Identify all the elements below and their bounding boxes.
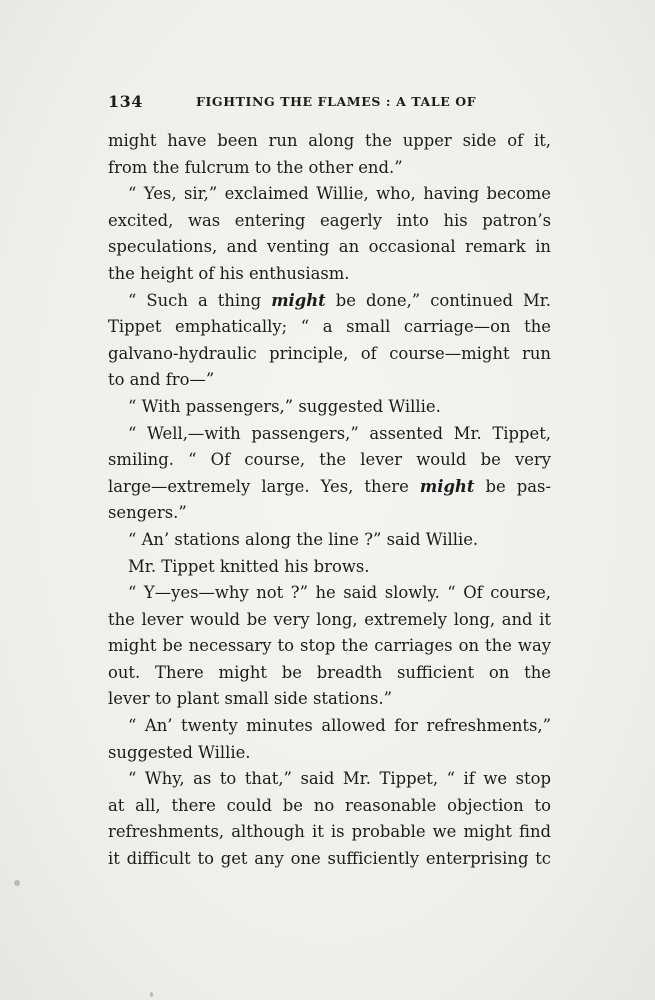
text-line <box>108 766 551 793</box>
text-line <box>108 234 551 261</box>
text-segment: refreshments, although it is probable we might find <box>108 822 551 842</box>
text-segment: sengers.” <box>108 503 187 523</box>
text-segment: might have been run along the upper side of it, <box>108 131 551 150</box>
text-segment: “ Why, as to that,” said Mr. Tippet, “ if we stop <box>128 769 551 789</box>
italic-emphasis: might <box>419 476 475 496</box>
text-line <box>108 500 551 527</box>
text-line <box>108 607 551 634</box>
text-segment: large—extremely large. Yes, there <box>108 476 409 496</box>
text-segment: out. There might be breadth sufficient on the <box>108 662 551 682</box>
text-line <box>108 686 551 713</box>
text-line <box>108 261 551 288</box>
text-line <box>108 288 551 315</box>
text-segment: “ Y—yes—why not ?” he said slowly. “ Of course, <box>128 583 551 603</box>
text-segment: galvano-hydraulic principle, of course—might run <box>108 343 551 363</box>
text-segment: the lever would be very long, extremely long, and it <box>108 609 551 629</box>
body-text <box>108 128 551 873</box>
text-line <box>108 341 551 368</box>
paper-speck <box>150 992 153 997</box>
text-segment: be done,” continued Mr. <box>335 290 551 310</box>
text-line <box>108 208 551 235</box>
text-segment: to and fro—” <box>108 370 215 390</box>
text-segment: Tippet emphatically; “ a small carriage—on the <box>108 317 551 337</box>
text-line <box>108 527 551 554</box>
text-line <box>108 846 551 873</box>
text-line <box>108 421 551 448</box>
text-segment: the height of his enthusiasm. <box>108 263 350 283</box>
text-line <box>108 819 551 846</box>
text-line <box>108 713 551 740</box>
text-segment: “ Yes, sir,” exclaimed Willie, who, having become <box>128 184 551 204</box>
text-segment: excited, was entering eagerly into his patron’s <box>108 210 551 230</box>
text-segment: be pas- <box>485 476 551 496</box>
text-segment: lever to plant small side stations.” <box>108 689 392 709</box>
text-line <box>108 554 551 581</box>
text-line <box>108 314 551 341</box>
text-line <box>108 181 551 208</box>
italic-emphasis: might <box>271 290 326 310</box>
text-line <box>108 367 551 394</box>
text-line <box>108 633 551 660</box>
page-header <box>108 90 553 114</box>
text-segment: Mr. Tippet knitted his brows. <box>128 556 370 576</box>
text-line <box>108 155 551 182</box>
text-segment: “ Such a thing <box>128 290 262 310</box>
page-number: 134 <box>108 92 143 111</box>
text-line <box>108 580 551 607</box>
text-segment: from the fulcrum to the other end.” <box>108 157 403 177</box>
text-segment: “ With passengers,” suggested Willie. <box>128 396 441 416</box>
text-segment: smiling. “ Of course, the lever would be very <box>108 450 551 470</box>
text-line <box>108 474 551 501</box>
text-line <box>108 793 551 820</box>
text-segment: “ An’ twenty minutes allowed for refreshments,” <box>128 716 551 736</box>
text-segment: suggested Willie. <box>108 742 251 762</box>
text-line <box>108 394 551 421</box>
paper-speck <box>14 880 20 886</box>
text-segment: it difficult to get any one sufficiently enterprising tc <box>108 849 551 869</box>
text-segment: “ Well,—with passengers,” assented Mr. Tippet, <box>128 423 551 443</box>
text-line <box>108 740 551 767</box>
text-segment: at all, there could be no reasonable objection to <box>108 795 551 815</box>
text-segment: speculations, and venting an occasional remark in <box>108 237 551 257</box>
text-line <box>108 128 551 155</box>
text-line <box>108 660 551 687</box>
text-segment: might be necessary to stop the carriages on the way <box>108 636 551 656</box>
running-head: FIGHTING THE FLAMES : A TALE OF <box>196 94 477 109</box>
text-line <box>108 447 551 474</box>
text-segment: “ An’ stations along the line ?” said Willie. <box>128 529 479 549</box>
